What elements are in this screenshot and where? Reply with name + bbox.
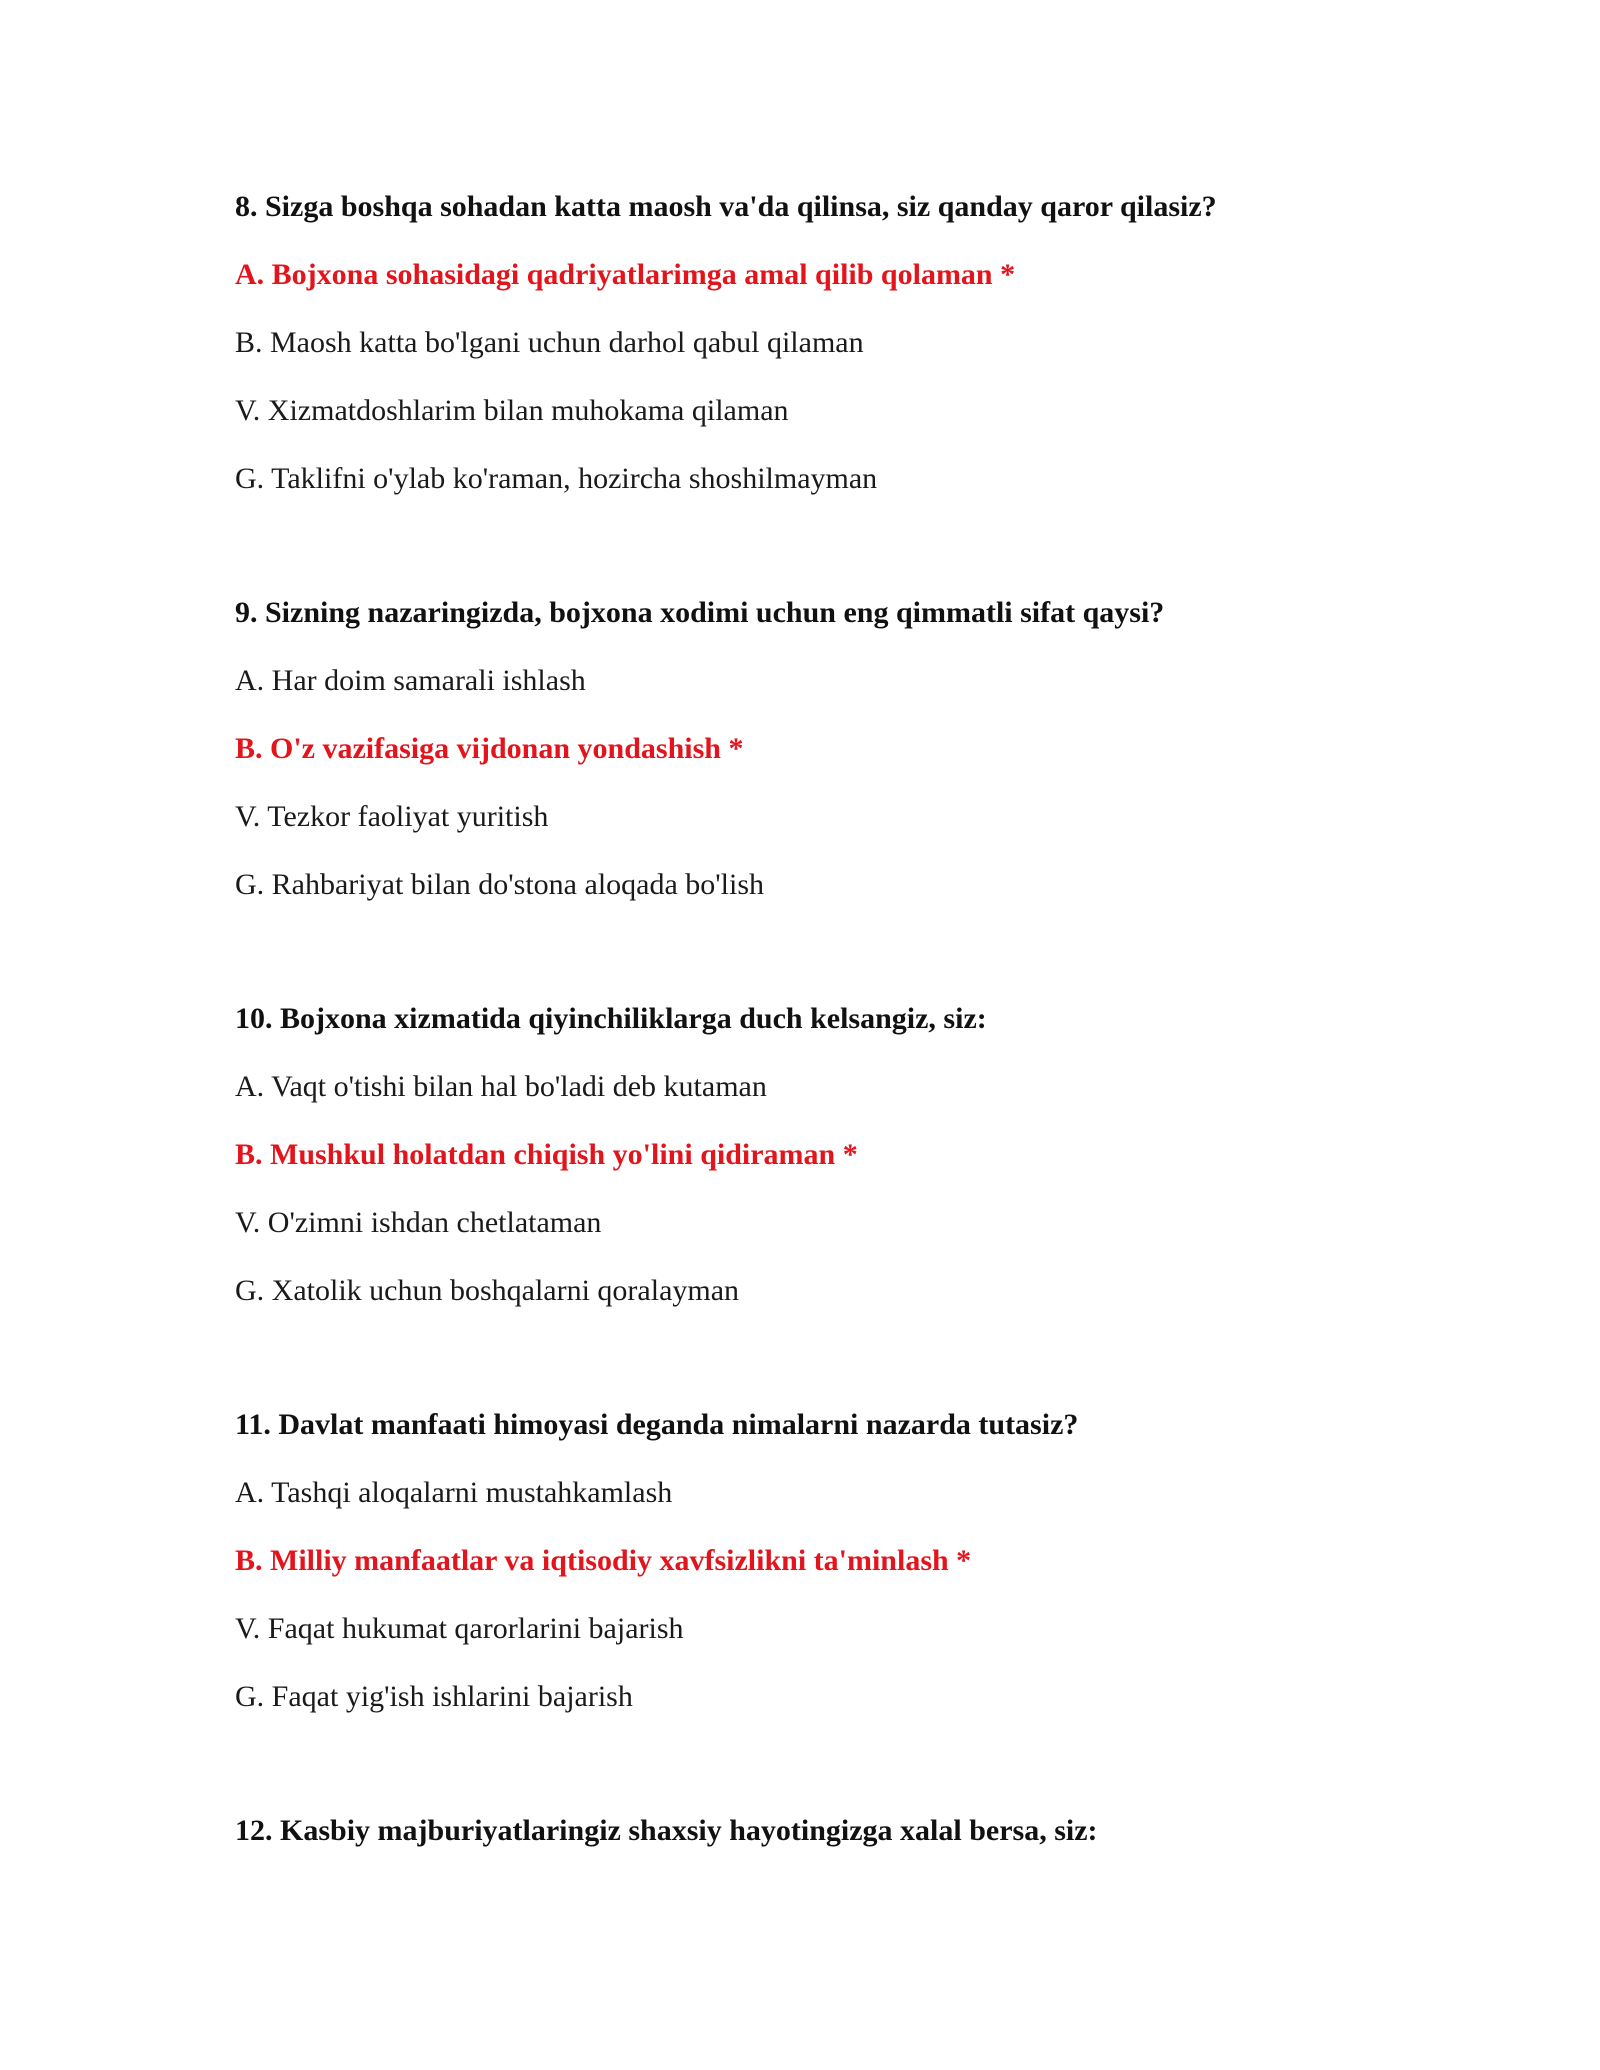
option-b-correct: B. Mushkul holatdan chiqish yo'lini qidiraman *: [235, 1138, 858, 1171]
option-b-correct: B. Milliy manfaatlar va iqtisodiy xavfsizlikni ta'minlash *: [235, 1544, 972, 1577]
question-text: 11. Davlat manfaati himoyasi deganda nimalarni nazarda tutasiz?: [235, 1408, 1079, 1441]
option-a: A. Vaqt o'tishi bilan hal bo'ladi deb kutaman: [235, 1070, 767, 1103]
option-a: A. Har doim samarali ishlash: [235, 664, 586, 697]
option-b-correct: B. O'z vazifasiga vijdonan yondashish *: [235, 732, 744, 765]
question-text: 8. Sizga boshqa sohadan katta maosh va'da qilinsa, siz qanday qaror qilasiz?: [235, 190, 1217, 223]
option-a: A. Tashqi aloqalarni mustahkamlash: [235, 1476, 673, 1509]
option-g: G. Faqat yig'ish ishlarini bajarish: [235, 1680, 633, 1713]
option-v: V. Faqat hukumat qarorlarini bajarish: [235, 1612, 684, 1645]
option-v: V. Tezkor faoliyat yuritish: [235, 800, 549, 833]
option-a-correct: A. Bojxona sohasidagi qadriyatlarimga amal qilib qolaman *: [235, 258, 1016, 291]
option-g: G. Xatolik uchun boshqalarni qoralayman: [235, 1274, 740, 1307]
option-g: G. Taklifni o'ylab ko'raman, hozircha shoshilmayman: [235, 462, 878, 495]
question-text: 9. Sizning nazaringizda, bojxona xodimi uchun eng qimmatli sifat qaysi?: [235, 596, 1165, 629]
question-text: 10. Bojxona xizmatida qiyinchiliklarga duch kelsangiz, siz:: [235, 1002, 987, 1035]
question-text: 12. Kasbiy majburiyatlaringiz shaxsiy hayotingizga xalal bersa, siz:: [235, 1814, 1098, 1847]
option-v: V. O'zimni ishdan chetlataman: [235, 1206, 602, 1239]
option-g: G. Rahbariyat bilan do'stona aloqada bo'lish: [235, 868, 765, 901]
option-v: V. Xizmatdoshlarim bilan muhokama qilaman: [235, 394, 789, 427]
option-b: B. Maosh katta bo'lgani uchun darhol qabul qilaman: [235, 326, 864, 359]
